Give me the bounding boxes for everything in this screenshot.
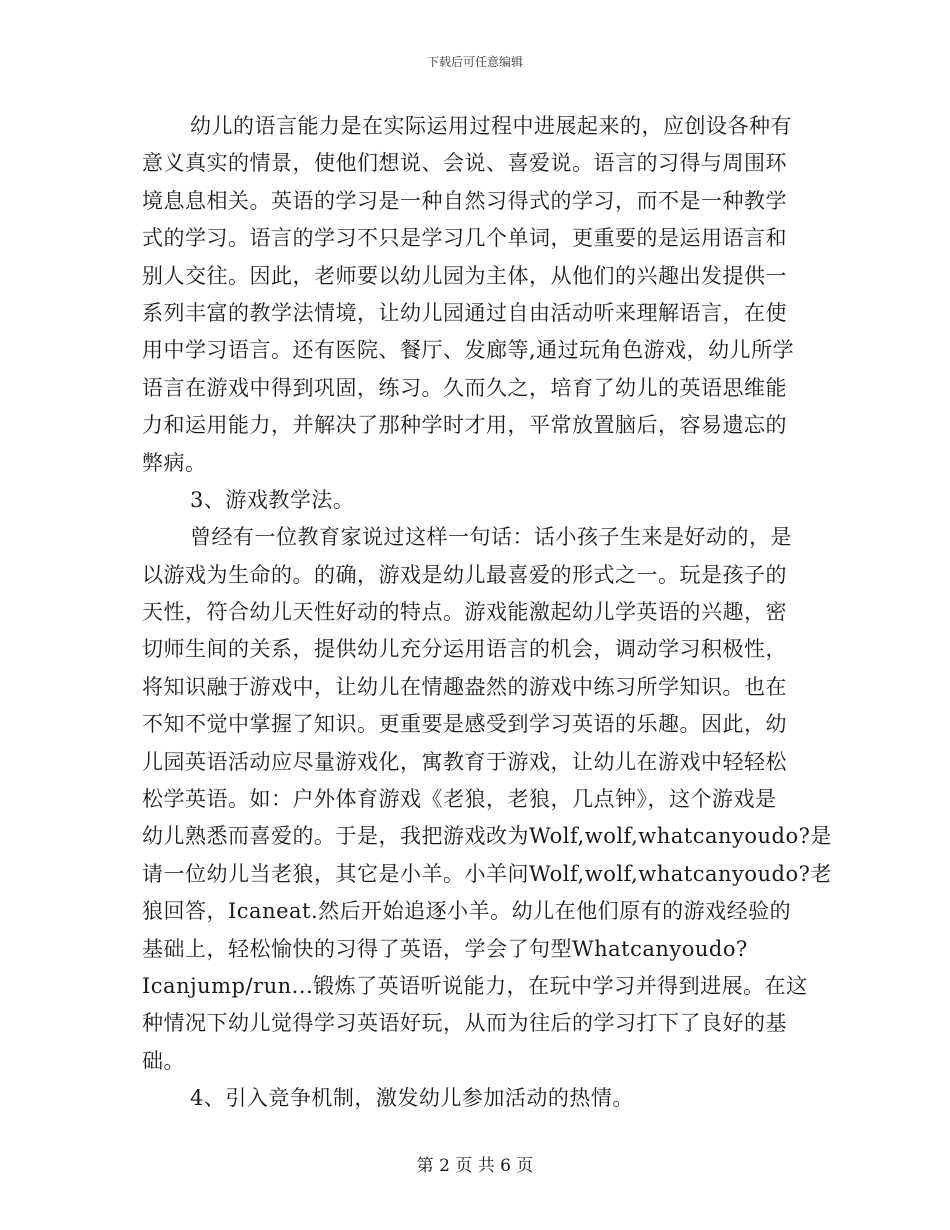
paragraph-line: 础。 [142,1048,185,1073]
paragraph-line: 将知识融于游戏中，让幼儿在情趣盎然的游戏中练习所学知识。也在 [142,674,787,699]
paragraph-first-line: 4、引入竞争机制，激发幼儿参加活动的热情。 [190,1086,634,1111]
paragraph [142,482,808,519]
paragraph-line: 意义真实的情景，使他们想说、会说、喜爱说。语言的习得与周围环 [142,151,787,176]
page-header: 下载后可任意编辑 [426,55,523,69]
paragraph-line: 语言在游戏中得到巩固，练习。久而久之，培育了幼儿的英语思维能 [142,375,787,400]
paragraph-line: 天性，符合幼儿天性好动的特点。游戏能激起幼儿学英语的兴趣，密 [142,600,787,625]
paragraph-line: 种情况下幼儿觉得学习英语好玩，从而为往后的学习打下了良好的基 [142,1011,787,1036]
paragraph-line: Icanjump/run...锻炼了英语听说能力，在玩中学习并得到进展。在这 [142,973,808,998]
paragraph-line: 请一位幼儿当老狼，其它是小羊。小羊问Wolf,wolf,whatcanyoudo?老 [142,861,832,886]
paragraph [142,1080,808,1117]
page-number-footer: 第 2 页 共 6 页 [416,1156,534,1176]
paragraph-line: 式的学习。语言的学习不只是学习几个单词，更重要的是运用语言和 [142,226,787,251]
paragraph-line: 别人交往。因此，老师要以幼儿园为主体，从他们的兴趣出发提供一 [142,263,787,288]
paragraph-first-line: 幼儿的语言能力是在实际运用过程中进展起来的，应创设各种有 [190,114,792,138]
paragraph-line: 境息息相关。英语的学习是一种自然习得式的学习，而不是一种教学 [142,188,787,213]
paragraph-line: 儿园英语活动应尽量游戏化，寓教育于游戏，让幼儿在游戏中轻轻松 [142,749,787,774]
paragraph-line: 不知不觉中掌握了知识。更重要是感受到学习英语的乐趣。因此，幼 [142,712,787,737]
paragraph-first-line: 3、游戏教学法。 [190,487,355,512]
paragraph-line: 狼回答，Icaneat.然后开始追逐小羊。幼儿在他们原有的游戏经验的 [142,899,792,924]
paragraph [142,519,832,1080]
paragraph-line: 系列丰富的教学法情境，让幼儿园通过自由活动听来理解语言，在使 [142,300,787,325]
paragraph-line: 幼儿熟悉而喜爱的。于是，我把游戏改为Wolf,wolf,whatcanyoudo?是 [142,824,832,849]
paragraph-line: 弊病。 [142,450,207,475]
paragraph-line: 用中学习语言。还有医院、餐厅、发廊等,通过玩角色游戏，幼儿所学 [142,338,795,363]
paragraph-first-line: 曾经有一位教育家说过这样一句话：话小孩子生来是好动的，是 [190,525,792,550]
paragraph-line: 基础上，轻松愉快的习得了英语，学会了句型Whatcanyoudo? [142,936,748,961]
paragraph [142,108,808,482]
paragraph-line: 力和运用能力，并解决了那种学时才用，平常放置脑后，容易遗忘的 [142,413,787,438]
paragraph-line: 以游戏为生命的。的确，游戏是幼儿最喜爱的形式之一。玩是孩子的 [142,562,787,587]
document-body [142,108,832,1118]
paragraph-line: 松学英语。如：户外体育游戏《老狼，老狼，几点钟》，这个游戏是 [142,787,777,812]
paragraph-line: 切师生间的关系，提供幼儿充分运用语言的机会，调动学习积极性， [142,637,787,662]
